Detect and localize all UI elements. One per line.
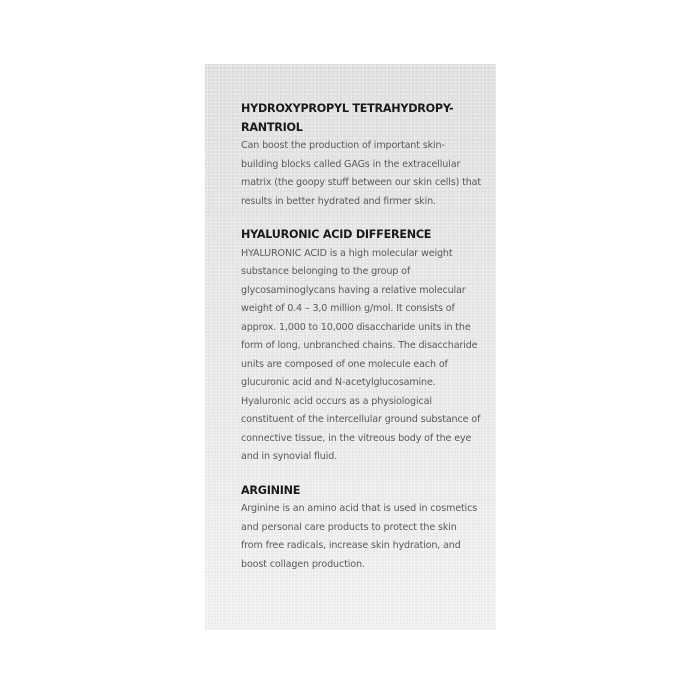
card-content: [241, 100, 481, 589]
section-arginine: [241, 482, 481, 575]
section-heading: HYALURONIC ACID DIFFERENCE: [241, 228, 432, 241]
section-body: Can boost the production of important skin-building blocks called GAGs in the extracellular matrix (the goopy stuff between our skin cells) that results in better hydrated and firmer skin.: [241, 140, 481, 207]
heading-line-2: RANTRIOL: [241, 120, 303, 134]
heading-line-1: HYDROXYPROPYL TETRAHYDROPY-: [241, 102, 454, 115]
section-hyaluronic-acid-difference: [241, 226, 481, 467]
section-heading: [241, 100, 481, 137]
section-body: Arginine is an amino acid that is used in cosmetics and personal care products to protect the skin from free radicals, increase skin hydration, and boost collagen production.: [241, 503, 478, 570]
ingredient-info-card: [205, 64, 496, 630]
section-heading: ARGININE: [241, 483, 301, 497]
section-hydroxypropyl-tetrahydropyrantriol: [241, 100, 481, 211]
section-body: HYALURONIC ACID is a high molecular weight substance belonging to the group of glycosaminoglycans having a relative molecular weight of 0.4 – 3,0 million g/mol. It consists of approx. 1,000 to 10,000 disaccharide units in the form of long, unbranched chains. The disaccharide units are composed of one molecule each of glucuronic acid and N-acetylglucosamine. Hyaluronic acid occurs as a physiological constituent of the intercellular ground substance of connective tissue, in the vitreous body of the eye and in synovial fluid.: [241, 247, 481, 462]
